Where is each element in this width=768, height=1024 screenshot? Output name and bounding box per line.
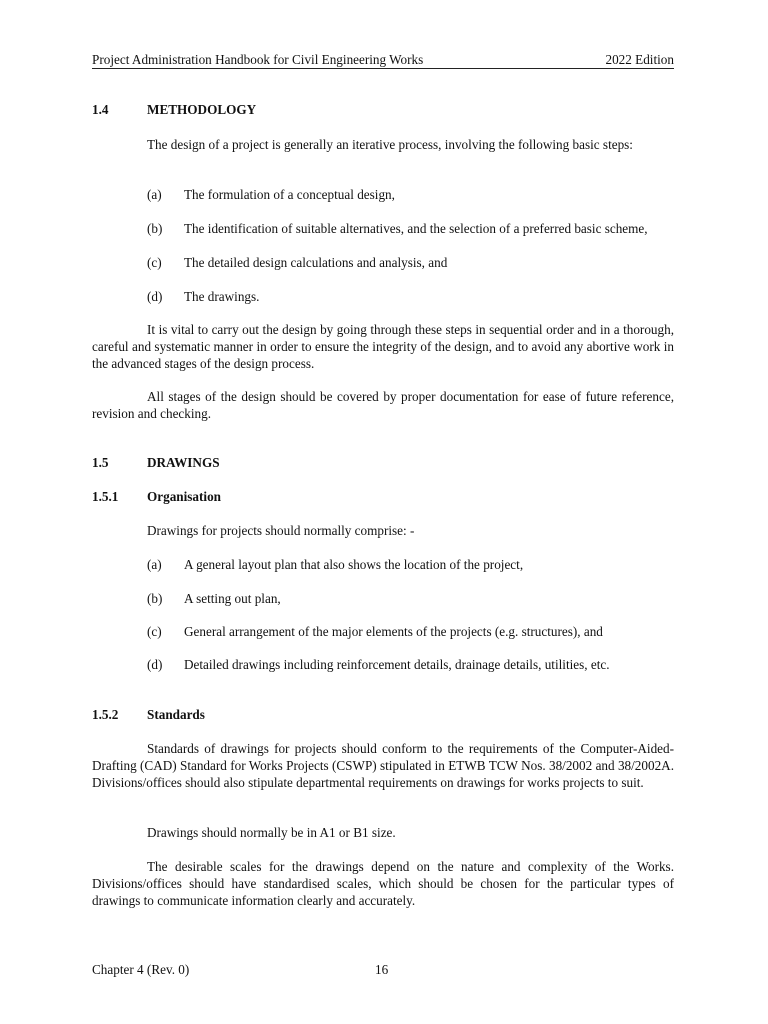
- section-number: 1.5: [92, 455, 109, 470]
- section-title: METHODOLOGY: [147, 102, 257, 117]
- section-title: Organisation: [147, 489, 222, 504]
- paragraph: The design of a project is generally an iterative process, involving the following basic steps:: [147, 137, 633, 152]
- paragraph: All stages of the design should be covered by proper documentation for ease of future reference, revision and checking.: [92, 389, 674, 421]
- list-label: (b): [147, 221, 163, 236]
- list-text: A general layout plan that also shows the location of the project,: [184, 557, 524, 572]
- paragraph: Standards of drawings for projects should conform to the requirements of the Computer-Aided-Drafting (CAD) Standard for Works Projects (CSWP) stipulated in ETWB TCW Nos. 38/2002 and 38/2002A. Divisions/offices should also stipulate departmental requirements on drawings for works projects to suit.: [92, 741, 674, 790]
- chapter-label: Chapter 4 (Rev. 0): [92, 962, 190, 977]
- section-number: 1.5.2: [92, 707, 119, 722]
- page-header: [92, 52, 674, 69]
- list-label: (c): [147, 624, 162, 639]
- list-text: General arrangement of the major elements of the projects (e.g. structures), and: [184, 624, 603, 639]
- list-text: The detailed design calculations and analysis, and: [184, 255, 448, 270]
- list-label: (a): [147, 187, 162, 202]
- section-title: Standards: [147, 707, 205, 722]
- section-number: 1.5.1: [92, 489, 119, 504]
- list-label: (b): [147, 591, 163, 606]
- list-text: The identification of suitable alternatives, and the selection of a preferred basic scheme,: [184, 221, 648, 236]
- paragraph: The desirable scales for the drawings depend on the nature and complexity of the Works. Divisions/offices should have standardised scales, which should be chosen for the particular types of drawings to communicate information clearly and accurately.: [92, 859, 674, 908]
- section-title: DRAWINGS: [147, 455, 220, 470]
- list-text: A setting out plan,: [184, 591, 281, 606]
- list-text: The drawings.: [184, 289, 260, 304]
- paragraph: Drawings for projects should normally comprise: -: [147, 523, 415, 538]
- paragraph: Drawings should normally be in A1 or B1 size.: [147, 825, 396, 840]
- list-label: (d): [147, 657, 163, 672]
- page-number: 16: [375, 962, 389, 977]
- list-text: The formulation of a conceptual design,: [184, 187, 395, 202]
- section-number: 1.4: [92, 102, 109, 117]
- list-label: (d): [147, 289, 163, 304]
- list-label: (a): [147, 557, 162, 572]
- list-text: Detailed drawings including reinforcement details, drainage details, utilities, etc.: [184, 657, 610, 672]
- paragraph: It is vital to carry out the design by going through these steps in sequential order and in a thorough, careful and systematic manner in order to ensure the integrity of the design, and to avoid any abortive work in the advanced stages of the design process.: [92, 322, 674, 371]
- edition-label: 2022 Edition: [605, 52, 674, 67]
- handbook-title: Project Administration Handbook for Civil Engineering Works: [92, 52, 424, 67]
- list-label: (c): [147, 255, 162, 270]
